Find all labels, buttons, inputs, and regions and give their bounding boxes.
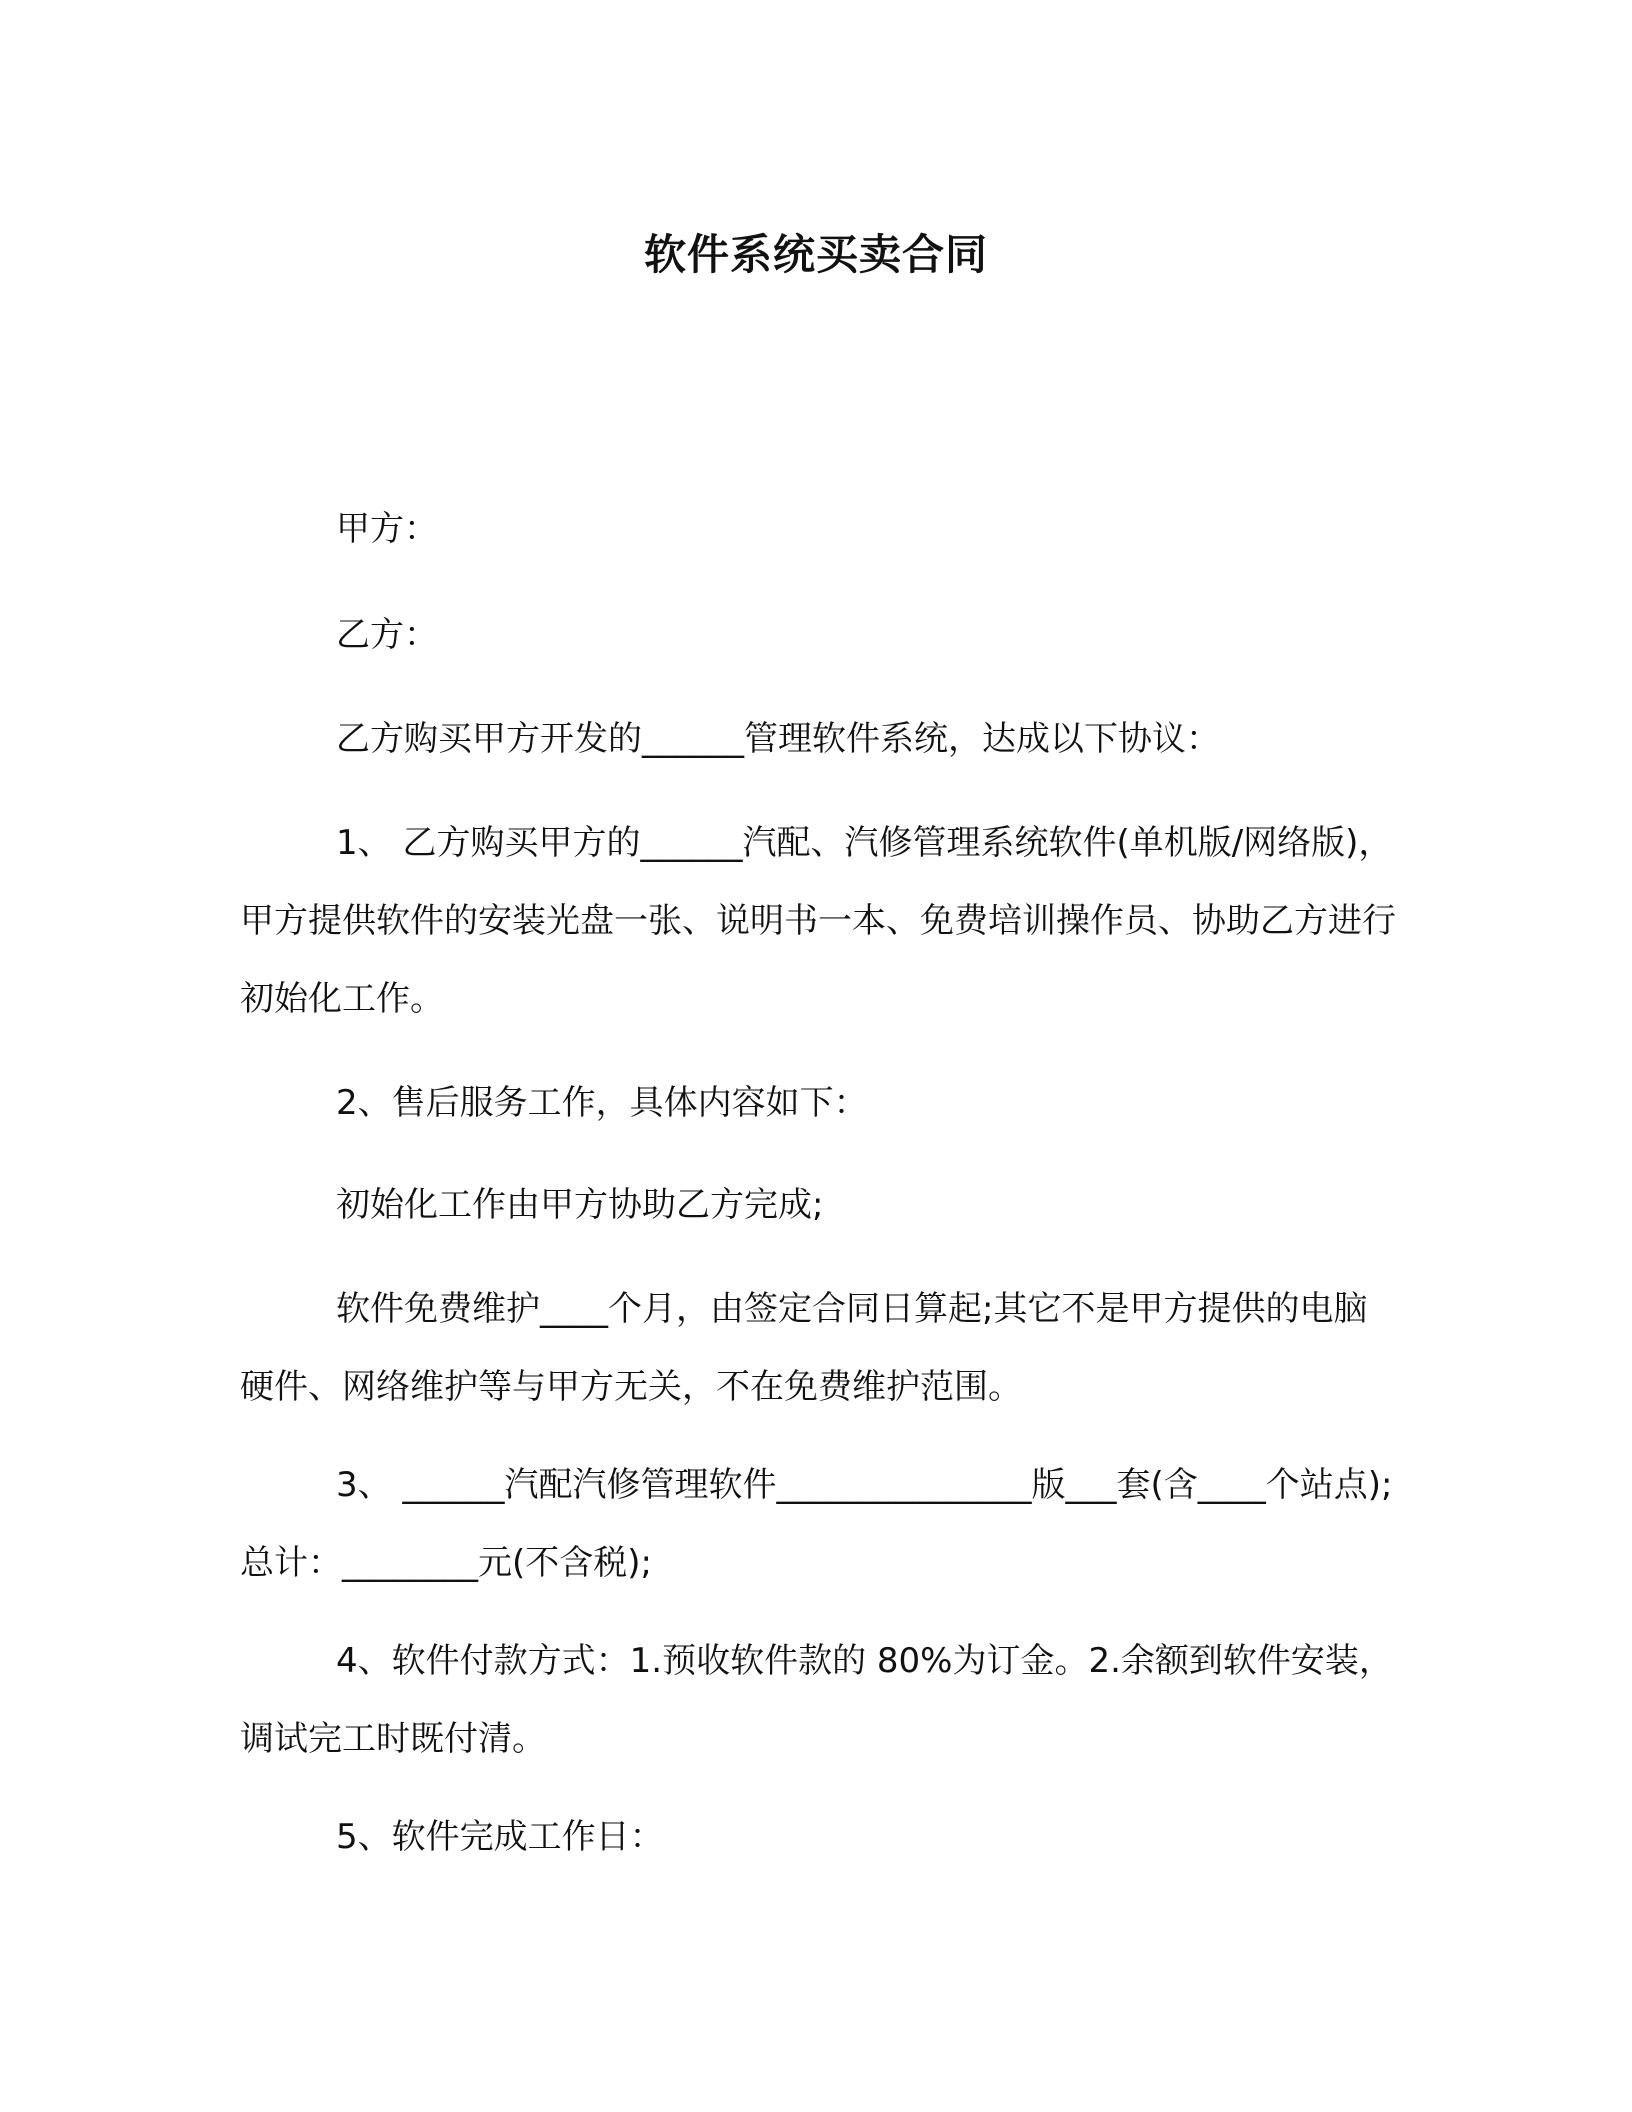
clause-2: 2、售后服务工作，具体内容如下：	[336, 1083, 868, 1123]
clause-2-init: 初始化工作由甲方协助乙方完成;	[336, 1185, 824, 1225]
clause-1: 1、 乙方购买甲方的______汽配、汽修管理系统软件(单机版/网络版)，甲方提供软件的安装光盘一张、说明书一本、免费培训操作员、协助乙方进行初始化工作。	[240, 823, 1396, 1019]
party-b-line: 乙方：	[336, 615, 438, 655]
clause-2-maintenance: 软件免费维护____个月，由签定合同日算起;其它不是甲方提供的电脑硬件、网络维护等与甲方无关，不在免费维护范围。	[240, 1289, 1368, 1407]
agreement-intro: 乙方购买甲方开发的______管理软件系统，达成以下协议：	[336, 719, 1220, 759]
clause-4: 4、软件付款方式：1.预收软件款的 80%为订金。2.余额到软件安装，调试完工时既付清。	[240, 1641, 1393, 1759]
clause-5: 5、软件完成工作日：	[336, 1817, 664, 1857]
party-a-line: 甲方：	[336, 509, 438, 549]
clause-3: 3、 ______汽配汽修管理软件_______________版___套(含____个站点); 总计：________元(不含税);	[240, 1465, 1393, 1583]
document-title: 软件系统买卖合同	[643, 230, 988, 279]
